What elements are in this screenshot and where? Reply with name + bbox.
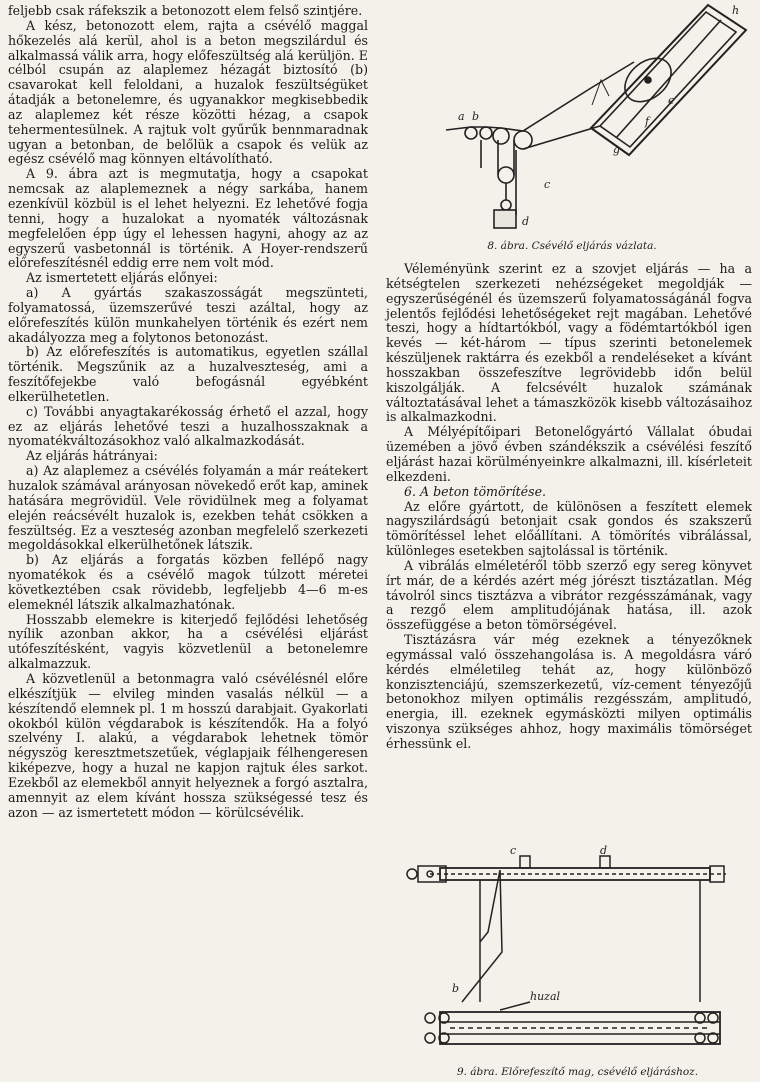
figure-9-caption: 9. ábra. Előrefeszítő mag, csévélő eljáráshoz.: [456, 1066, 699, 1078]
section-heading: 6. A beton tömörítése.: [404, 483, 547, 499]
paragraph: b) Az előrefeszítés is automatikus, egyetlen szállal történik. Megszűnik az a huzalveszteség, ami a feszítőfejekbe való befogásnál egyébként elkerülhetetlen.: [8, 344, 368, 404]
paragraph: A közvetlenül a betonmagra való csévélésnél előre elkészítjük — elvileg minden vasalás nélkül — a készítendő elemnek pl. 1 m hosszú darabjait. Gyakorlati okokból külön végdarabok is készítendők. Ha a folyó szelvény I. alakú, a végdarabok lehetnek tömör négyszög keresztmetszetűek, véglapjaik félhengeresen kiképezve, hogy a huzal ne kapjon rajtuk éles sarkot. Ezekből az elemekből annyit helyeznek a forgó asztalra, amennyit az elem kívánt hossza szükségessé tesz és azon — az ismertetett módon — körülcsévélik.: [8, 670, 368, 820]
paragraph: a) A gyártás szakaszosságát megszünteti, folyamatossá, üzemszerűvé teszi azáltal, hogy az előrefeszítés külön munkahelyen történik és ezért nem akadályozza meg a folytonos betonozást.: [8, 285, 368, 345]
fig8-label-e: e: [668, 94, 675, 107]
paragraph: A kész, betonozott elem, rajta a csévélő maggal hőkezelés alá kerül, ahol is a beton megszilárdul és alkalmassá válik arra, hogy előfeszültség alá kerüljön. E célból csupán az alaplemez hézagát biztosító (b) csavarokat kell feloldani, a huzalok feszültségüket átadják a betonelemre, és ugyanakkor megkisebbedik az alaplemez két része közötti hézag, a csapok tehermentesülnek. A rajtuk volt gyűrűk bennmaradnak ugyan a betonban, de belőlük a csapok és velük az egész csévélő mag könnyen eltávolítható.: [8, 17, 368, 167]
fig8-label-g: g: [613, 143, 621, 156]
paragraph: Hosszabb elemekre is kiterjedő fejlődési lehetőség nyílik azonban akkor, ha a csévélési eljárást utófeszítésként, vagyis közvetlenül a betonelemre alkalmazzuk.: [8, 611, 368, 672]
paragraph: Tisztázásra vár még ezeknek a tényezőknek egymással való összehangolása is. A megoldásra váró kérdés elméletileg tehát az, hogy különböző konzisztenciájú, szemszerkezetű, víz-cement tényezőjű betonokhoz milyen optimális rezgésszám, amplitudó, energia, ill. ezeknek egymásközti milyen optimális viszonya szükséges ahhoz, hogy maximális tömörséget érhessünk el.: [386, 632, 752, 751]
fig8-label-h: h: [732, 4, 740, 17]
paragraph: A vibrálás elméletéről több szerző egy sereg könyvet írt már, de a kérdés azért még jórészt tisztázatlan. Még távolról sincs tisztázva a vibrátor rezgésszámának, vagy a rezgő elem amplitudójának hatása, ill. azok összefüggése a beton tömörségével.: [386, 557, 752, 633]
fig8-label-d: d: [522, 215, 530, 228]
paragraph: A Mélyépítőipari Betonelőgyártó Vállalat óbudai üzemében a jövő évben szándékszik a csévélési feszítő eljárást hazai körülményeinkre alkalmazni, ill. kísérleteit elkezdeni.: [386, 424, 752, 484]
paragraph: a) Az alaplemez a csévélés folyamán a már reátekert huzalok számával arányosan növekedő erőt kap, aminek hatására megrövidül. Vele rövidülnek meg a folyamat elején reácsévélt huzalok is, ezekben tehát csökken a feszültség. Ez a veszteség azonban megfelelő szerkezeti megoldásokkal elkerülhetőnek látszik.: [8, 463, 368, 553]
paragraph: b) Az eljárás a forgatás közben fellépő nagy nyomatékok és a csévélő magok túlzott méretei következtében csak rövidebb, legfeljebb 4—6 m-es elemeknél látszik alkalmazhatónak.: [8, 552, 368, 612]
fig9-label-c: c: [510, 844, 517, 857]
paragraph: Az ismertetett eljárás előnyei:: [26, 270, 218, 286]
figure-8-drawing: [386, 0, 758, 240]
figure-8-caption: 8. ábra. Csévélő eljárás vázlata.: [487, 240, 657, 252]
paragraph: Az előre gyártott, de különösen a feszített elemek nagyszilárdságú betonjait csak gondos és szakszerű tömörítéssel lehet előállítani. A tömörítés vibrálással, különleges esetekben sajtolással is történik.: [386, 498, 752, 559]
fig8-label-c: c: [544, 178, 551, 191]
figure-9: [400, 842, 755, 1080]
right-column: [386, 262, 752, 752]
paragraph: Véleményünk szerint ez a szovjet eljárás — ha a kétségtelen szerkezeti nehézségeket megoldják — egyszerűségénél és üzemszerű folyamatosságánál fogva jelentős fejlődési lehetőségeket rejt magában. Lehetővé teszi, hogy a hídtartókból, vagy a födémtartókból igen kevés — két-három — típus szerinti betonelemek készüljenek raktárra és ezekből a rendeléseket a kívánt hosszakban összefeszítve legrövidebb időn belül kiszolgálják. A felcsévélt huzalok számának változtatásával lehet a támaszközök kisebb változásaihoz is alkalmazkodni.: [386, 261, 752, 425]
left-column: [8, 4, 368, 820]
paragraph: feljebb csak ráfekszik a betonozott elem felső szintjére.: [8, 3, 363, 18]
fig9-label-d: d: [600, 844, 608, 857]
paragraph: A 9. ábra azt is megmutatja, hogy a csapokat nemcsak az alaplemeznek a négy sarkába, hanem ezenkívül közbül is el lehet helyezni. Ez lehetővé fogja tenni, hogy a huzalokat a nyomaték változásnak megfelelően épp úgy el lehessen hagyni, ahogy az az egyszerű vasbetonnál is történik. A Hoyer-rendszerű előrefeszítésnél eddig erre nem volt mód.: [8, 166, 368, 271]
fig8-label-a: a: [458, 110, 465, 123]
fig9-label-huzal: huzal: [530, 990, 561, 1003]
paragraph: Az eljárás hátrányai:: [26, 448, 158, 464]
fig8-label-f: f: [645, 115, 650, 128]
figure-9-drawing: [400, 842, 755, 1066]
fig9-label-b: b: [452, 982, 460, 995]
figure-8: [386, 0, 758, 262]
fig8-label-b: b: [472, 110, 480, 123]
paragraph: c) További anyagtakarékosság érhető el azzal, hogy ez az eljárás lehetővé teszi a huzalhosszaknak a nyomatékváltozásokhoz való alkalmazkodását.: [8, 403, 368, 449]
